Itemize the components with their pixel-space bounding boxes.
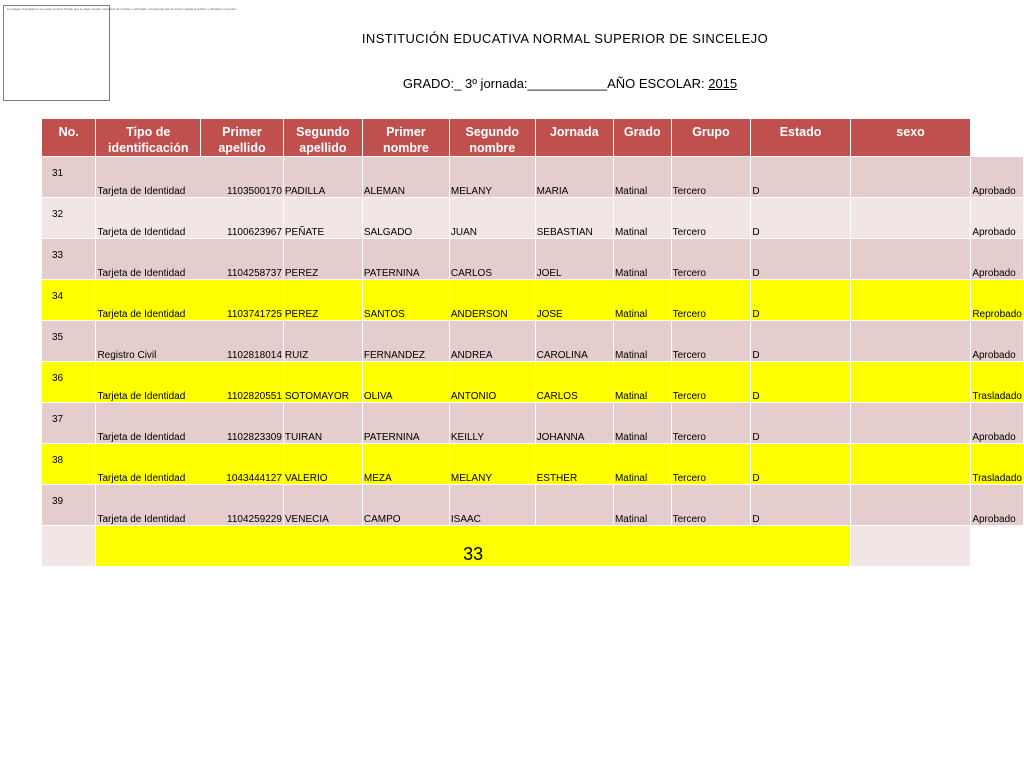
- first-name-cell: ISAAC: [449, 485, 535, 526]
- second-surname-cell: ALEMAN: [362, 157, 449, 198]
- id-number: 1103500170: [227, 186, 282, 197]
- second-name-cell: JOSE: [535, 280, 613, 321]
- column-header: Estado: [751, 119, 850, 157]
- table-row: [42, 362, 1024, 403]
- shift-cell: Matinal: [613, 362, 671, 403]
- table-row: [42, 239, 1024, 280]
- row-number-cell: 32: [42, 198, 96, 239]
- group-cell: D: [751, 485, 850, 526]
- first-name-cell: KEILLY: [449, 403, 535, 444]
- group-cell: D: [751, 280, 850, 321]
- status-cell: Trasladado: [971, 362, 1024, 403]
- id-number: 1102820551: [227, 391, 282, 402]
- page-subtitle: [300, 76, 840, 91]
- group-cell: D: [751, 362, 850, 403]
- first-surname-cell: VENECIA: [283, 485, 362, 526]
- id-number: 1104258737: [227, 268, 282, 279]
- first-surname-cell: SOTOMAYOR: [283, 362, 362, 403]
- shift-cell: Matinal: [613, 157, 671, 198]
- id-type: Registro Civil: [97, 350, 157, 361]
- grade-cell: Tercero: [671, 157, 751, 198]
- group-cell: D: [751, 198, 850, 239]
- row-number-cell: 39: [42, 485, 96, 526]
- table-body: [42, 157, 1024, 567]
- second-surname-cell: CAMPO: [362, 485, 449, 526]
- second-name-cell: CARLOS: [535, 362, 613, 403]
- id-type: Tarjeta de Identidad: [97, 186, 186, 197]
- row-number-cell: 31: [42, 157, 96, 198]
- row-number-cell: 38: [42, 444, 96, 485]
- group-cell: D: [751, 321, 850, 362]
- status-cell: Aprobado: [971, 321, 1024, 362]
- shift-cell: Matinal: [613, 239, 671, 280]
- table-row: [42, 157, 1024, 198]
- status-cell: Aprobado: [971, 239, 1024, 280]
- first-name-cell: MELANY: [449, 444, 535, 485]
- row-number-cell: 35: [42, 321, 96, 362]
- subtitle-text: GRADO:_ 3º jornada:___________AÑO ESCOLAR:: [402, 76, 709, 91]
- shift-cell: Matinal: [613, 403, 671, 444]
- table-row: [42, 198, 1024, 239]
- second-surname-cell: PATERNINA: [362, 403, 449, 444]
- grade-cell: Tercero: [671, 280, 751, 321]
- status-cell: Aprobado: [971, 157, 1024, 198]
- empty-cell: [850, 485, 971, 526]
- column-header: Segundo nombre: [449, 119, 535, 157]
- table-row: [42, 403, 1024, 444]
- grade-cell: Tercero: [671, 198, 751, 239]
- empty-cell: [850, 321, 971, 362]
- second-name-cell: SEBASTIAN: [535, 198, 613, 239]
- total-blank-cell: [850, 526, 971, 567]
- id-type: Tarjeta de Identidad: [97, 268, 186, 279]
- column-header: Grado: [613, 119, 671, 157]
- id-cell: [96, 444, 283, 485]
- header-image-caption: La imagen vinculada no se puede mostrar. Puede que se haya movido, cambiado de nombre o eliminado. Compruebe que el vínculo señala al archivo y ubicación correctos.: [7, 7, 237, 11]
- students-table: [41, 118, 1024, 567]
- second-name-cell: CAROLINA: [535, 321, 613, 362]
- second-name-cell: [535, 485, 613, 526]
- grade-cell: Tercero: [671, 444, 751, 485]
- grade-cell: Tercero: [671, 239, 751, 280]
- id-cell: [96, 362, 283, 403]
- empty-cell: [850, 157, 971, 198]
- id-number: 1104259229: [227, 514, 282, 525]
- empty-cell: [850, 280, 971, 321]
- first-name-cell: MELANY: [449, 157, 535, 198]
- status-cell: Aprobado: [971, 485, 1024, 526]
- shift-cell: Matinal: [613, 444, 671, 485]
- id-type: Tarjeta de Identidad: [97, 391, 186, 402]
- empty-cell: [850, 239, 971, 280]
- group-cell: D: [751, 239, 850, 280]
- empty-cell: [850, 362, 971, 403]
- second-surname-cell: MEZA: [362, 444, 449, 485]
- header-image-placeholder: [3, 5, 237, 101]
- first-surname-cell: PEREZ: [283, 280, 362, 321]
- id-type: Tarjeta de Identidad: [97, 309, 186, 320]
- row-number-cell: 36: [42, 362, 96, 403]
- column-header: Primer nombre: [362, 119, 449, 157]
- second-surname-cell: PATERNINA: [362, 239, 449, 280]
- group-cell: D: [751, 444, 850, 485]
- id-number: 1043444127: [226, 473, 282, 484]
- first-surname-cell: VALERIO: [283, 444, 362, 485]
- total-row: [42, 526, 1024, 567]
- first-name-cell: ANDERSON: [449, 280, 535, 321]
- grade-cell: Tercero: [671, 403, 751, 444]
- status-cell: Trasladado: [971, 444, 1024, 485]
- second-surname-cell: OLIVA: [362, 362, 449, 403]
- id-number: 1100623967: [227, 227, 282, 238]
- column-header: No.: [42, 119, 96, 157]
- shift-cell: Matinal: [613, 485, 671, 526]
- id-cell: [96, 321, 283, 362]
- first-name-cell: CARLOS: [449, 239, 535, 280]
- id-type: Tarjeta de Identidad: [97, 227, 186, 238]
- second-surname-cell: FERNANDEZ: [362, 321, 449, 362]
- first-surname-cell: PADILLA: [283, 157, 362, 198]
- second-name-cell: JOEL: [535, 239, 613, 280]
- id-cell: [96, 280, 283, 321]
- id-cell: [96, 485, 283, 526]
- empty-cell: [850, 403, 971, 444]
- total-count: 33: [96, 526, 850, 567]
- row-number-cell: 33: [42, 239, 96, 280]
- second-name-cell: JOHANNA: [535, 403, 613, 444]
- row-number-cell: 37: [42, 403, 96, 444]
- column-header: Jornada: [535, 119, 613, 157]
- id-cell: [96, 198, 283, 239]
- id-number: 1102818014: [227, 350, 282, 361]
- grade-cell: Tercero: [671, 485, 751, 526]
- status-cell: Reprobado: [971, 280, 1024, 321]
- second-surname-cell: SANTOS: [362, 280, 449, 321]
- group-cell: D: [751, 403, 850, 444]
- id-type: Tarjeta de Identidad: [97, 432, 186, 443]
- table-header-row: [42, 119, 1024, 157]
- id-type: Tarjeta de Identidad: [97, 473, 186, 484]
- status-cell: Aprobado: [971, 198, 1024, 239]
- row-number-cell: 34: [42, 280, 96, 321]
- id-number: 1103741725: [227, 309, 282, 320]
- status-cell: Aprobado: [971, 403, 1024, 444]
- first-name-cell: ANTONIO: [449, 362, 535, 403]
- table-row: [42, 485, 1024, 526]
- second-surname-cell: SALGADO: [362, 198, 449, 239]
- id-cell: [96, 403, 283, 444]
- total-blank-cell: [42, 526, 96, 567]
- second-name-cell: ESTHER: [535, 444, 613, 485]
- table-row: [42, 444, 1024, 485]
- shift-cell: Matinal: [613, 321, 671, 362]
- empty-cell: [850, 198, 971, 239]
- group-cell: D: [751, 157, 850, 198]
- first-surname-cell: TUIRAN: [283, 403, 362, 444]
- table-row: [42, 321, 1024, 362]
- column-header: Tipo de identificación: [96, 119, 201, 157]
- first-surname-cell: PEREZ: [283, 239, 362, 280]
- column-header: Primer apellido: [201, 119, 284, 157]
- shift-cell: Matinal: [613, 198, 671, 239]
- first-name-cell: ANDREA: [449, 321, 535, 362]
- school-year: 2015: [708, 76, 738, 91]
- second-name-cell: MARIA: [535, 157, 613, 198]
- grade-cell: Tercero: [671, 362, 751, 403]
- id-cell: [96, 239, 283, 280]
- id-type: Tarjeta de Identidad: [97, 514, 186, 525]
- first-name-cell: JUAN: [449, 198, 535, 239]
- empty-cell: [850, 444, 971, 485]
- table-row: [42, 280, 1024, 321]
- first-surname-cell: RUIZ: [283, 321, 362, 362]
- grade-cell: Tercero: [671, 321, 751, 362]
- shift-cell: Matinal: [613, 280, 671, 321]
- id-cell: [96, 157, 283, 198]
- id-number: 1102823309: [227, 432, 282, 443]
- first-surname-cell: PEÑATE: [283, 198, 362, 239]
- column-header: Segundo apellido: [283, 119, 362, 157]
- column-header: Grupo: [671, 119, 751, 157]
- column-header: sexo: [850, 119, 971, 157]
- page-title: INSTITUCIÓN EDUCATIVA NORMAL SUPERIOR DE SINCELEJO: [361, 31, 769, 46]
